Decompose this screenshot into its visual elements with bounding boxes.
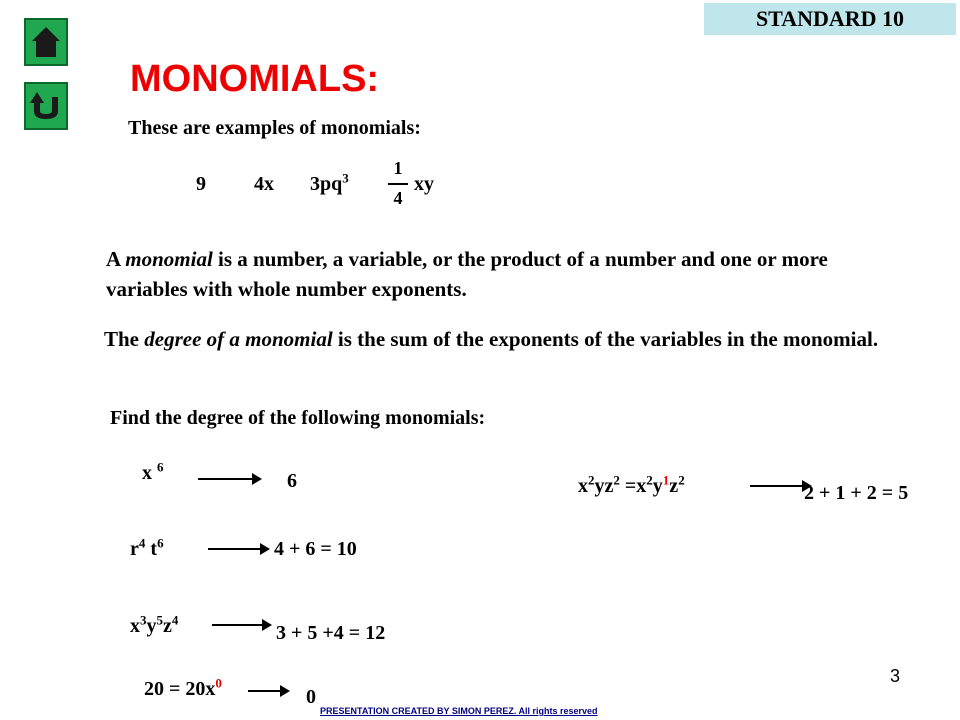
p5-x2: x bbox=[636, 475, 647, 497]
p5-y: y bbox=[652, 475, 663, 497]
p5-x2e: 2 bbox=[646, 472, 653, 488]
p5-x: x bbox=[578, 475, 588, 497]
degree-definition bbox=[104, 324, 894, 354]
definition-term: monomial bbox=[125, 247, 213, 271]
return-icon bbox=[30, 89, 62, 123]
p5-yz: yz bbox=[594, 475, 614, 497]
monomial-definition bbox=[106, 244, 896, 304]
fraction-bar bbox=[388, 183, 408, 185]
find-prompt: Find the degree of the following monomials: bbox=[110, 407, 486, 429]
answer-5: 2 + 1 + 2 = 5 bbox=[804, 482, 909, 504]
example-3pq3-base: 3pq bbox=[310, 173, 343, 195]
problem-4 bbox=[144, 675, 222, 701]
p2-e1: 4 bbox=[138, 535, 146, 551]
problem-1 bbox=[142, 459, 164, 485]
arrow-4 bbox=[248, 690, 288, 692]
example-4x: 4x bbox=[254, 173, 274, 195]
answer-1: 6 bbox=[287, 470, 297, 492]
fraction-numerator: 1 bbox=[393, 158, 403, 178]
p4-exp: 0 bbox=[215, 675, 222, 691]
example-3pq3 bbox=[310, 170, 349, 196]
home-button[interactable] bbox=[24, 18, 68, 66]
standard-badge: STANDARD 10 bbox=[704, 3, 956, 35]
p3-e1: 3 bbox=[140, 612, 147, 628]
answer-2: 4 + 6 = 10 bbox=[274, 538, 357, 560]
example-xy: xy bbox=[414, 173, 434, 195]
answer-4: 0 bbox=[306, 686, 316, 708]
footer-credit[interactable]: PRESENTATION CREATED BY SIMON PEREZ. All rights reserved bbox=[320, 706, 598, 716]
arrow-5 bbox=[750, 485, 810, 487]
fraction-denominator: 4 bbox=[393, 188, 403, 208]
example-3pq3-exp: 3 bbox=[342, 170, 349, 186]
p3-b2: y bbox=[146, 615, 157, 637]
p2-e2: 6 bbox=[157, 535, 164, 551]
degree-def-post: is the sum of the exponents of the variables in the monomial. bbox=[332, 327, 879, 351]
p5-ze: 2 bbox=[613, 472, 620, 488]
p5-xe: 2 bbox=[588, 472, 595, 488]
p5-z2e: 2 bbox=[678, 472, 685, 488]
p1-exp: 6 bbox=[157, 459, 164, 475]
answer-3: 3 + 5 +4 = 12 bbox=[276, 622, 386, 644]
arrow-1 bbox=[198, 478, 260, 480]
p3-e3: 4 bbox=[171, 612, 179, 628]
p5-ye: 1 bbox=[662, 472, 670, 488]
p2-b1: r bbox=[130, 538, 139, 560]
degree-def-term: degree of a monomial bbox=[144, 327, 333, 351]
p4-lhs: 20 = 20x bbox=[144, 678, 216, 700]
definition-post: is a number, a variable, or the product of a number and one or more variables with whole number exponents. bbox=[106, 247, 828, 301]
p3-e2: 5 bbox=[156, 612, 163, 628]
home-icon bbox=[30, 25, 62, 59]
example-9: 9 bbox=[196, 173, 206, 195]
page-number: 3 bbox=[890, 666, 901, 686]
p5-z: z bbox=[669, 475, 679, 497]
definition-pre: A bbox=[106, 247, 126, 271]
problem-3 bbox=[130, 612, 179, 638]
degree-def-pre: The bbox=[104, 327, 145, 351]
p3-b3: z bbox=[163, 615, 172, 637]
arrow-2 bbox=[208, 548, 268, 550]
arrow-3 bbox=[212, 624, 270, 626]
back-button[interactable] bbox=[24, 82, 68, 130]
p3-b1: x bbox=[130, 615, 140, 637]
p2-b2: t bbox=[150, 538, 158, 560]
p1-base: x bbox=[142, 462, 152, 484]
problem-5 bbox=[578, 472, 685, 498]
p5-eq: = bbox=[624, 475, 637, 497]
problem-2 bbox=[130, 535, 164, 561]
page-title: MONOMIALS: bbox=[130, 58, 380, 100]
intro-text: These are examples of monomials: bbox=[128, 117, 421, 139]
